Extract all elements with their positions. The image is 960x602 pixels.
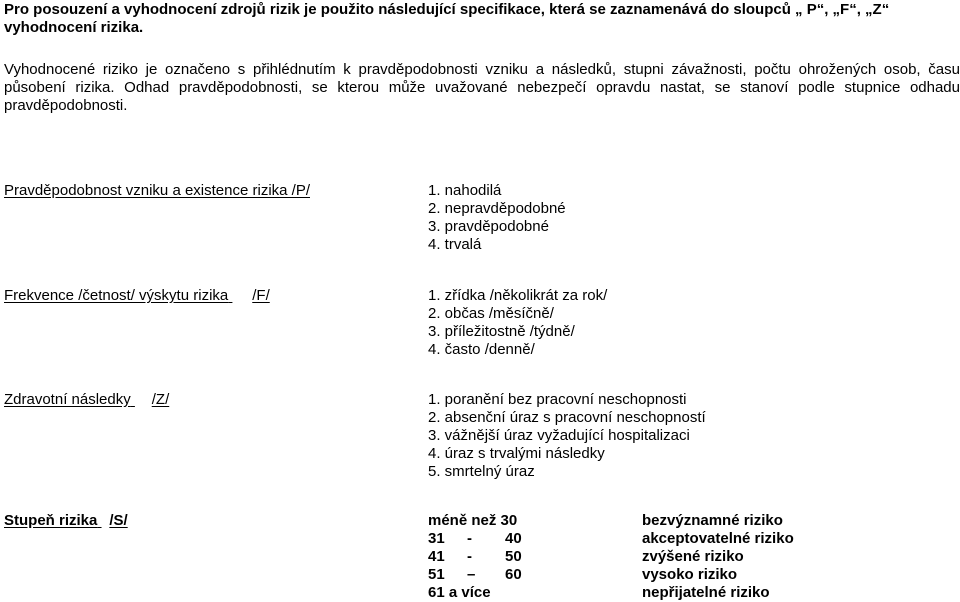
range-to: 60 xyxy=(505,566,522,583)
risk-level-label-text: Stupeň rizika xyxy=(4,512,98,529)
list-item: 4. úraz s trvalými následky xyxy=(428,445,605,462)
frequency-label-text: Frekvence /četnost/ výskytu rizika xyxy=(4,287,229,304)
risk-level-gap xyxy=(97,512,109,529)
health-label xyxy=(4,391,169,408)
risk-level-label xyxy=(4,512,128,529)
intro-heading: Pro posouzení a vyhodnocení zdrojů rizik je použito následující specifikace, která se zaznamenává do sloupců „ P“, „F“, „Z“ vyhodnocení rizika. xyxy=(4,1,890,36)
risk-description-column xyxy=(642,512,794,602)
range-from: 51 xyxy=(428,566,445,583)
range-sep: - xyxy=(467,548,472,565)
list-item: 3. příležitostně /týdně/ xyxy=(428,323,575,340)
risk-description: nepřijatelné riziko xyxy=(642,584,770,601)
health-code: /Z/ xyxy=(151,391,170,408)
list-item: 4. trvalá xyxy=(428,236,482,253)
risk-description: zvýšené riziko xyxy=(642,548,744,565)
list-item: 1. nahodilá xyxy=(428,182,502,199)
list-item: 3. vážnější úraz vyžadující hospitalizaci xyxy=(428,427,690,444)
range-sep: - xyxy=(467,530,472,547)
list-item: 4. často /denně/ xyxy=(428,341,535,358)
probability-label-text: Pravděpodobnost vzniku a existence rizika /P/ xyxy=(4,182,310,199)
health-label-text: Zdravotní následky xyxy=(4,391,131,408)
frequency-code: /F/ xyxy=(252,287,270,304)
range-from: 41 xyxy=(428,548,445,565)
risk-description: akceptovatelné riziko xyxy=(642,530,794,547)
probability-list xyxy=(428,182,566,254)
probability-label xyxy=(4,182,310,199)
risk-range: méně než 30 xyxy=(428,512,518,529)
frequency-label xyxy=(4,287,270,304)
frequency-list xyxy=(428,287,607,359)
risk-range: 61 a více xyxy=(428,584,491,601)
range-to: 40 xyxy=(505,530,522,547)
list-item: 2. občas /měsíčně/ xyxy=(428,305,554,322)
risk-range xyxy=(428,548,522,566)
risk-range xyxy=(428,566,522,584)
health-list xyxy=(428,391,706,481)
frequency-gap xyxy=(228,287,252,304)
list-item: 1. zřídka /několikrát za rok/ xyxy=(428,287,608,304)
description-paragraph: Vyhodnocené riziko je označeno s přihlédnutím k pravděpodobnosti vzniku a následků, stupni závažnosti, počtu ohrožených osob, času působení rizika. Odhad pravděpodobnosti, se kterou může uvažované nebezpečí opravdu nastat, se stanoví podle stupnice odhadu pravděpodobnosti. xyxy=(4,61,960,114)
list-item: 3. pravděpodobné xyxy=(428,218,549,235)
list-item: 1. poranění bez pracovní neschopnosti xyxy=(428,391,687,408)
list-item: 2. absenční úraz s pracovní neschopností xyxy=(428,409,706,426)
range-sep: – xyxy=(467,566,476,583)
risk-description: bezvýznamné riziko xyxy=(642,512,783,529)
list-item: 5. smrtelný úraz xyxy=(428,463,535,480)
risk-level-code: /S/ xyxy=(109,512,128,529)
range-to: 50 xyxy=(505,548,522,565)
risk-range-column xyxy=(428,512,522,602)
list-item: 2. nepravděpodobné xyxy=(428,200,566,217)
risk-range xyxy=(428,530,522,548)
health-gap xyxy=(131,391,152,408)
risk-description: vysoko riziko xyxy=(642,566,738,583)
range-from: 31 xyxy=(428,530,445,547)
